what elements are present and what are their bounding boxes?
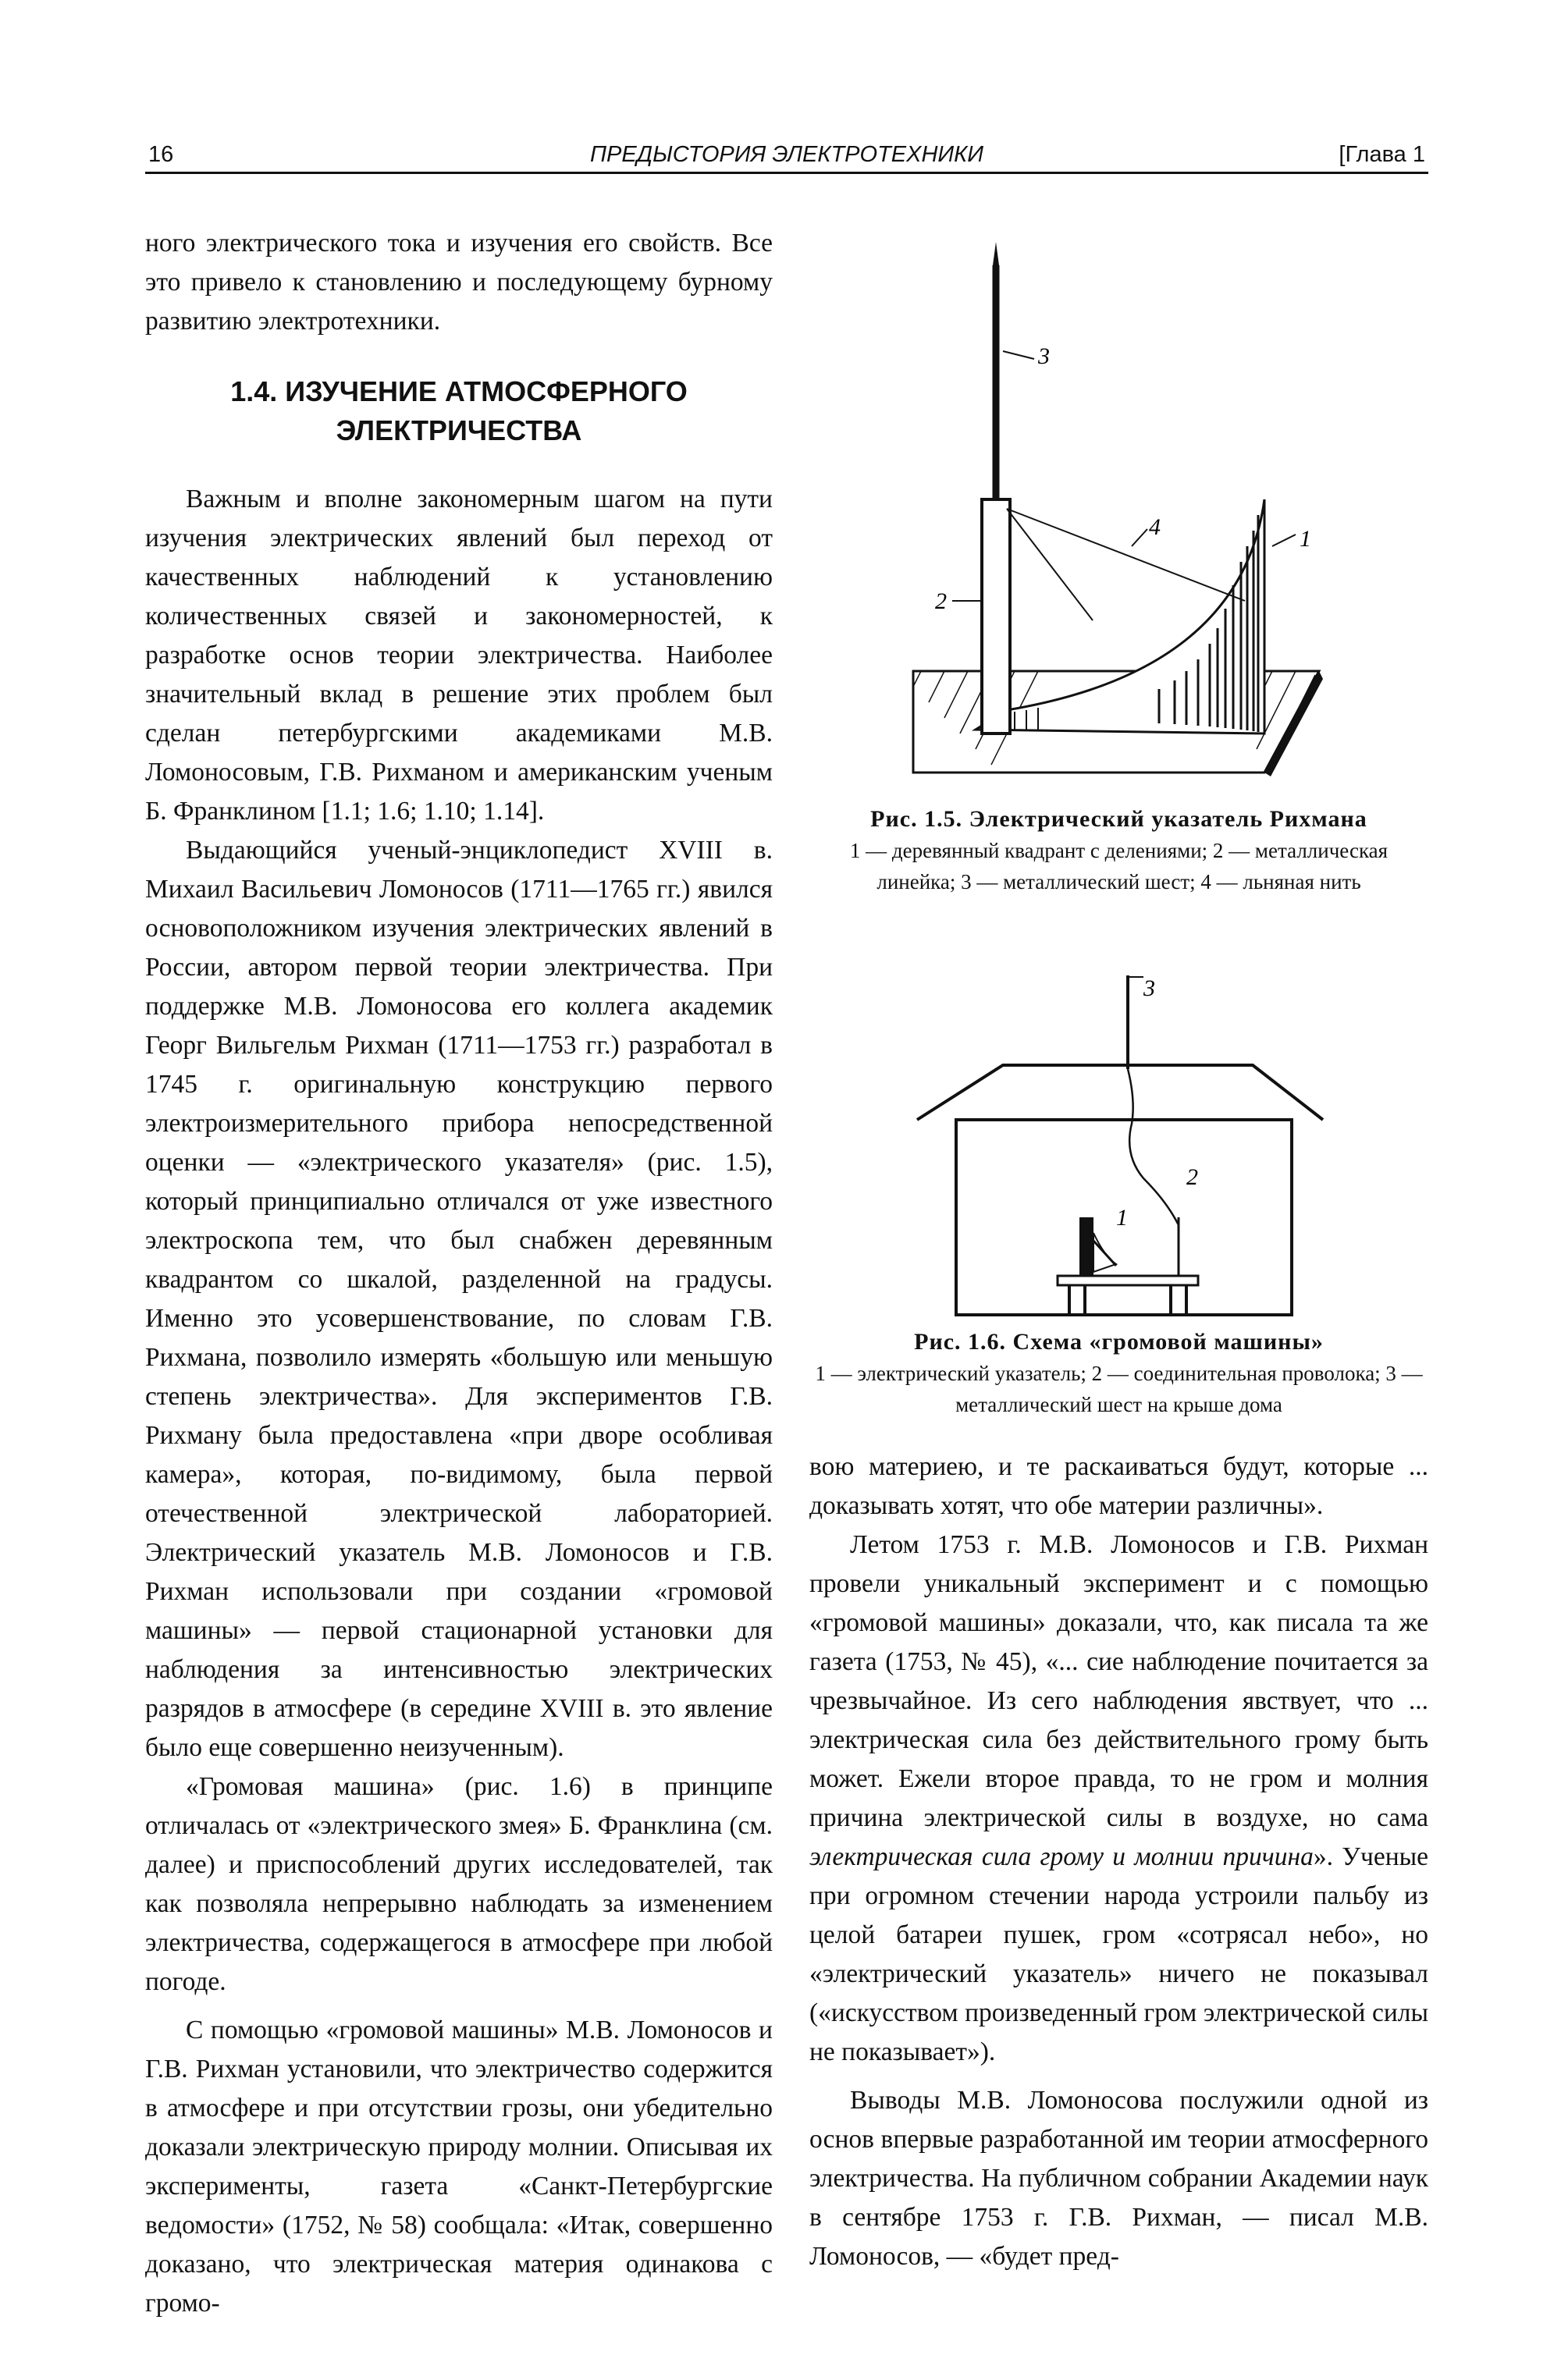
paragraph-continued: вою материею, и те раскаиваться будут, которые ... доказывать хотят, что обе материи различны».: [809, 1452, 1428, 1520]
intro-paragraph: ного электрического тока и изучения его свойств. Все это привело к становлению и последующему бурному развитию электротехники.: [145, 229, 773, 336]
figure-title: Рис. 1.5. Электрический указатель Рихмана: [870, 806, 1367, 832]
figure-legend: 1 — электрический указатель; 2 — соединительная проволока; 3 — металлический шест на крыше дома: [815, 1362, 1423, 1416]
label-1: 1: [1300, 526, 1311, 552]
chapter-label: [Глава 1: [1339, 142, 1425, 167]
label-3: 3: [1143, 975, 1155, 1001]
figure-1-5-caption: [809, 804, 1428, 897]
italic-quote: электрическая сила грому и молнии причина: [809, 1842, 1314, 1871]
figure-1-6-drawing: [909, 968, 1331, 1327]
paragraph: Выводы М.В. Ломоносова послужили одной из основ впервые разработанной им теории атмосферного электричества. На публичном собрании Академии наук в сентябре 1753 г. Г.В. Рихман, — писал М.В. Ломоносов, — «будет пред-: [809, 2086, 1428, 2271]
running-title: ПРЕДЫСТОРИЯ ЭЛЕКТРОТЕХНИКИ: [589, 142, 984, 167]
thunder-machine-diagram: [909, 968, 1331, 1327]
connecting-wire: [1128, 1069, 1179, 1225]
left-column: [145, 224, 773, 2323]
house-roof: [917, 1065, 1323, 1120]
paragraph: Выдающийся ученый-энциклопедист XVIII в. Михаил Васильевич Ломоносов (1711—1765 гг.) явился основоположником изучения электрических явлений в России, автором первой теории электричества. При поддержке М.В. Ломоносова его коллега академик Георг Вильгельм Рихман (1711—1753 гг.) разработал в 1745 г. оригинальную конструкцию первого электроизмерительного прибора непосредственной оценки — «электрического указателя» (рис. 1.5), который принципиально отличался от уже известного электроскопа тем, что был снабжен деревянным квадрантом со шкалой, разделенной на градусы. Именно это усовершенствование, по словам Г.В. Рихмана, позволило измерять «большую или меньшую степень электричества». Для экспериментов Г.В. Рихману была предоставлена «при дворе особливая камера», которая, по-видимому, была первой отечественной электрической лабораторией. Электрический указатель М.В. Ломоносов и Г.В. Рихман использовали при создании «громовой машины» — первой стационарной установки для наблюдения за интенсивностью электрических разрядов в атмосфере (в середине XVIII в. это явление было еще совершенно неизученным).: [145, 836, 773, 1762]
page-number: 16: [148, 142, 174, 167]
right-column: [809, 1448, 1428, 2276]
running-header: [145, 137, 1428, 174]
section-heading-line1: 1.4. ИЗУЧЕНИЕ АТМОСФЕРНОГО: [230, 375, 688, 407]
figure-1-6-caption: [809, 1327, 1428, 1420]
figure-1-5-drawing: [898, 234, 1335, 796]
label-2: 2: [1186, 1164, 1198, 1190]
figure-title: Рис. 1.6. Схема «громовой машины»: [914, 1329, 1324, 1355]
paragraph-text: ». Ученые при огромном стечении народа устроили пальбу из целой батареи пушек, гром «сотрясал небо», но «электрический указатель» ничего не показывал («искусством произведенный гром электрической силы не показывает»).: [809, 1842, 1429, 2066]
richmann-electric-indicator-diagram: [898, 234, 1335, 796]
label-4: 4: [1149, 514, 1161, 540]
paragraph: [809, 1526, 1428, 2072]
paragraph-text: Летом 1753 г. М.В. Ломоносов и Г.В. Рихман провели уникальный эксперимент и с помощью «громовой машины» доказали, что, как писала та же газета (1753, № 45), «... сие наблюдение почитается за чрезвычайное. Из сего наблюдения явствует, что ... электрическая сила без действительного грому быть может. Ежели второе правда, то не гром и молния причина электрической силы в воздухе, но сама: [809, 1530, 1428, 1832]
paragraph: «Громовая машина» (рис. 1.6) в принципе отличалась от «электрического змея» Б. Франклина (см. далее) и приспособлений других исследователей, так как позволяла непрерывно наблюдать за изменением электричества, содержащегося в атмосфере при любой погоде.: [145, 1772, 773, 1996]
section-heading-line2: ЭЛЕКТРИЧЕСТВА: [336, 414, 582, 446]
paragraph: Важным и вполне закономерным шагом на пути изучения электрических явлений был переход от качественных наблюдений к установлению количественных связей и закономерностей, к разработке основ теории электричества. Наиболее значительный вклад в решение этих проблем был сделан петербургскими академиками М.В. Ломоносовым, Г.В. Рихманом и американским ученым Б. Франклином [1.1; 1.6; 1.10; 1.14].: [145, 485, 773, 826]
paragraph: С помощью «громовой машины» М.В. Ломоносов и Г.В. Рихман установили, что электричество содержится в атмосфере и при отсутствии грозы, они убедительно доказали электрическую природу молнии. Описывая их эксперименты, газета «Санкт-Петербургские ведомости» (1752, № 58) сообщала: «Итак, совершенно доказано, что электрическая материя одинакова с громо-: [145, 2016, 773, 2318]
label-2: 2: [935, 588, 947, 614]
label-1: 1: [1116, 1205, 1128, 1231]
table-top: [1058, 1276, 1198, 1285]
section-heading: [145, 372, 773, 450]
metal-ruler-housing: [982, 499, 1010, 734]
label-3: 3: [1038, 343, 1050, 369]
electric-indicator: [1079, 1217, 1093, 1276]
figure-legend: 1 — деревянный квадрант с делениями; 2 — металлическая линейка; 3 — металлический шест; 4 — льняная нить: [849, 839, 1389, 893]
